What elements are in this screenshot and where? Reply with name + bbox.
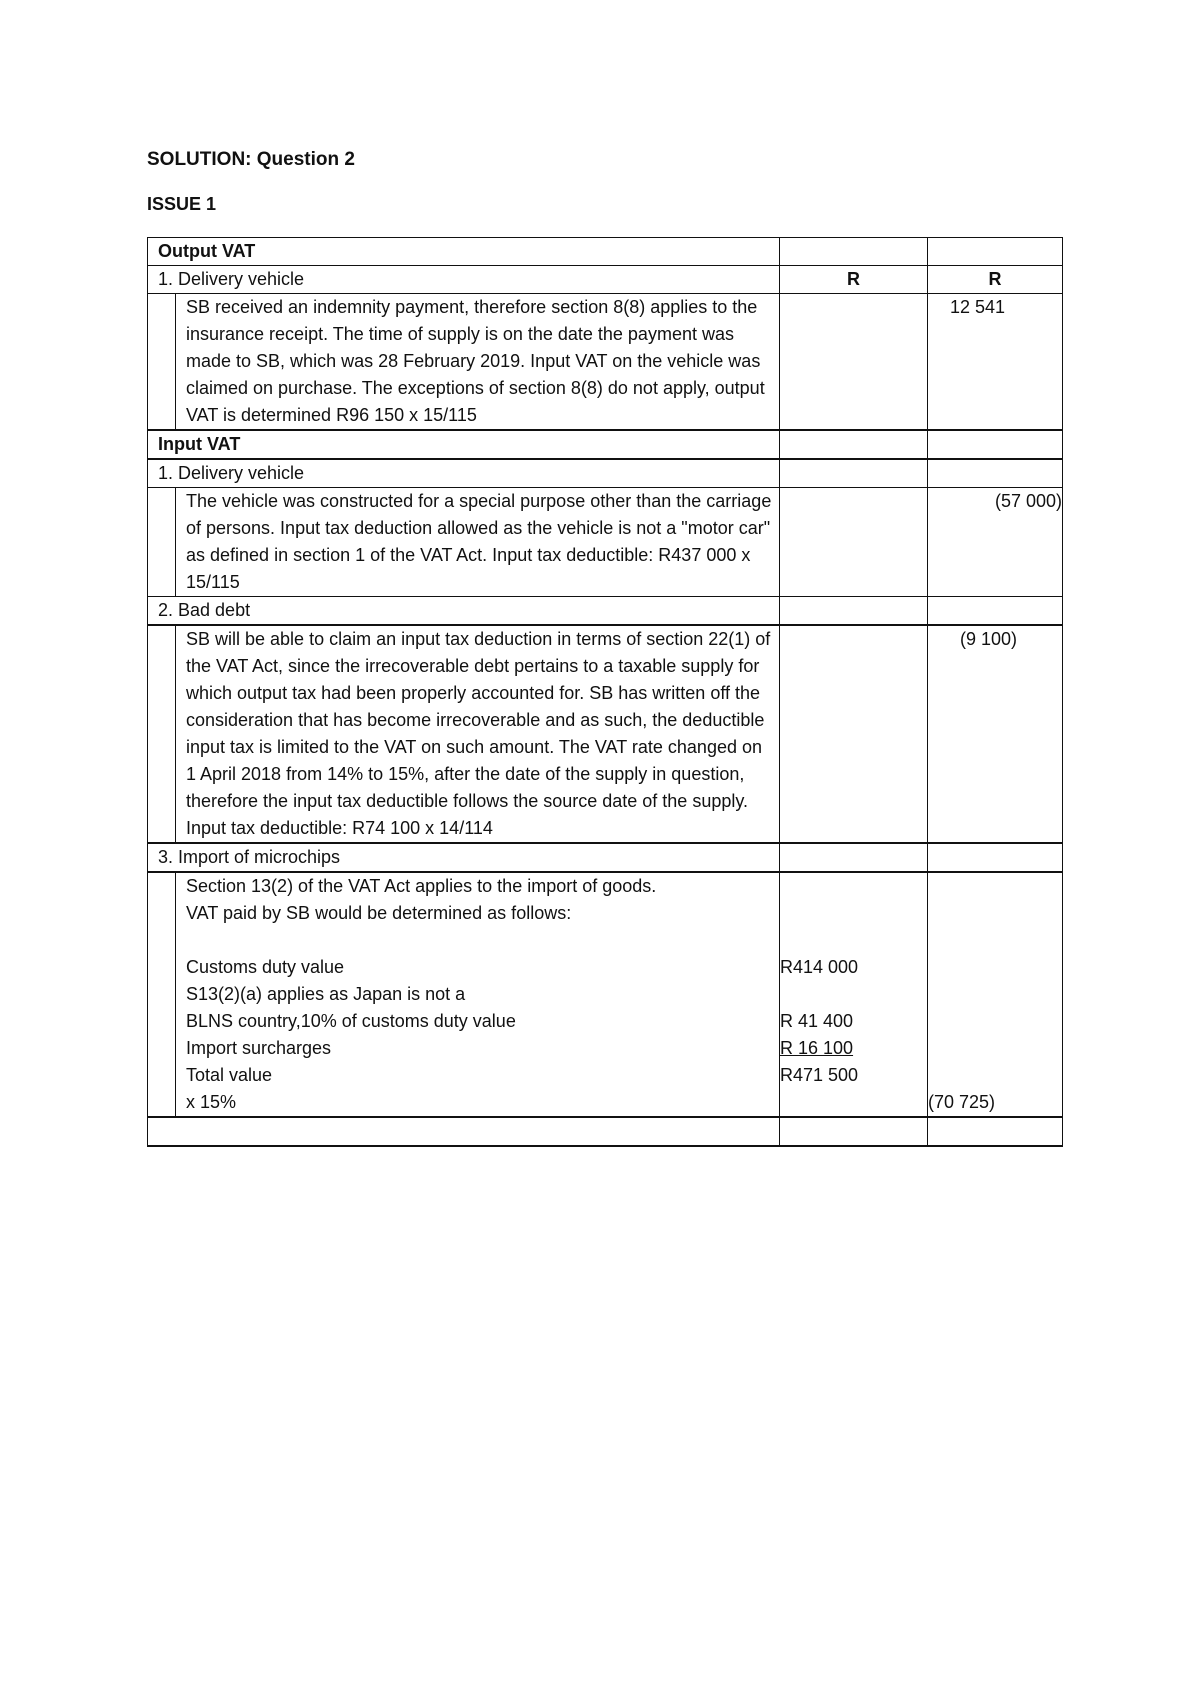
table-row xyxy=(148,872,1063,1117)
calc-label: S13(2)(a) applies as Japan is not a xyxy=(186,984,466,1004)
input-vat-heading: Input VAT xyxy=(148,430,780,459)
calc-label: Total value xyxy=(186,1065,273,1085)
table-row xyxy=(148,488,1063,597)
calc-label: BLNS country,10% of customs duty value xyxy=(186,1011,516,1031)
amount-cell: (9 100) xyxy=(928,625,1063,843)
item-explanation: The vehicle was constructed for a special purpose other than the carriage of persons. Input tax deduction allowed as the vehicle is not a "motor car" as defined in section 1 of the VAT Act. Input tax deductible: R437 000 x 15/115 xyxy=(186,491,772,592)
table-row xyxy=(148,266,1063,294)
item-label: 2. Bad debt xyxy=(148,597,780,626)
table-row xyxy=(148,1117,1063,1146)
amount-cell: (57 000) xyxy=(928,488,1063,597)
calc-label: Import surcharges xyxy=(186,1038,332,1058)
column-header-r: R xyxy=(780,266,928,294)
table-row xyxy=(148,459,1063,488)
table-row xyxy=(148,625,1063,843)
item-explanation: Section 13(2) of the VAT Act applies to the import of goods. xyxy=(186,876,657,896)
item-label: 1. Delivery vehicle xyxy=(148,266,780,294)
output-vat-heading: Output VAT xyxy=(148,238,780,266)
item-explanation: SB will be able to claim an input tax deduction in terms of section 22(1) of the VAT Act, since the irrecoverable debt pertains to a taxable supply for which output tax had been properly accounted for. SB has written off the consideration that has become irrecoverable and as such, the deductible input tax is limited to the VAT on such amount. The VAT rate changed on 1 April 2018 from 14% to 15%, after the date of the supply in question, therefore the input tax deductible follows the source date of the supply. Input tax deductible: R74 100 x 14/114 xyxy=(186,629,771,838)
column-header-r: R xyxy=(928,266,1063,294)
table-row xyxy=(148,597,1063,626)
calc-value: R 41 400 xyxy=(780,1011,854,1031)
amount-cell: (70 725) xyxy=(928,1092,996,1112)
table-row xyxy=(148,430,1063,459)
calc-value: R 16 100 xyxy=(780,1038,854,1058)
calc-label: Customs duty value xyxy=(186,957,345,977)
page-title: SOLUTION: Question 2 xyxy=(147,149,355,170)
calc-label: x 15% xyxy=(186,1092,237,1112)
item-label: 1. Delivery vehicle xyxy=(148,459,780,488)
vat-solution-table xyxy=(147,237,1063,1147)
item-label: 3. Import of microchips xyxy=(148,843,780,872)
amount-cell: 12 541 xyxy=(928,294,1063,431)
issue-heading: ISSUE 1 xyxy=(147,194,217,214)
table-row xyxy=(148,238,1063,266)
calc-value: R414 000 xyxy=(780,957,859,977)
item-explanation: SB received an indemnity payment, therefore section 8(8) applies to the insurance receipt. The time of supply is on the date the payment was made to SB, which was 28 February 2019. Input VAT on the vehicle was claimed on purchase. The exceptions of section 8(8) do not apply, output VAT is determined R96 150 x 15/115 xyxy=(186,297,765,425)
item-explanation: VAT paid by SB would be determined as follows: xyxy=(186,903,572,923)
calc-value: R471 500 xyxy=(780,1065,859,1085)
table-row xyxy=(148,294,1063,431)
table-row xyxy=(148,843,1063,872)
